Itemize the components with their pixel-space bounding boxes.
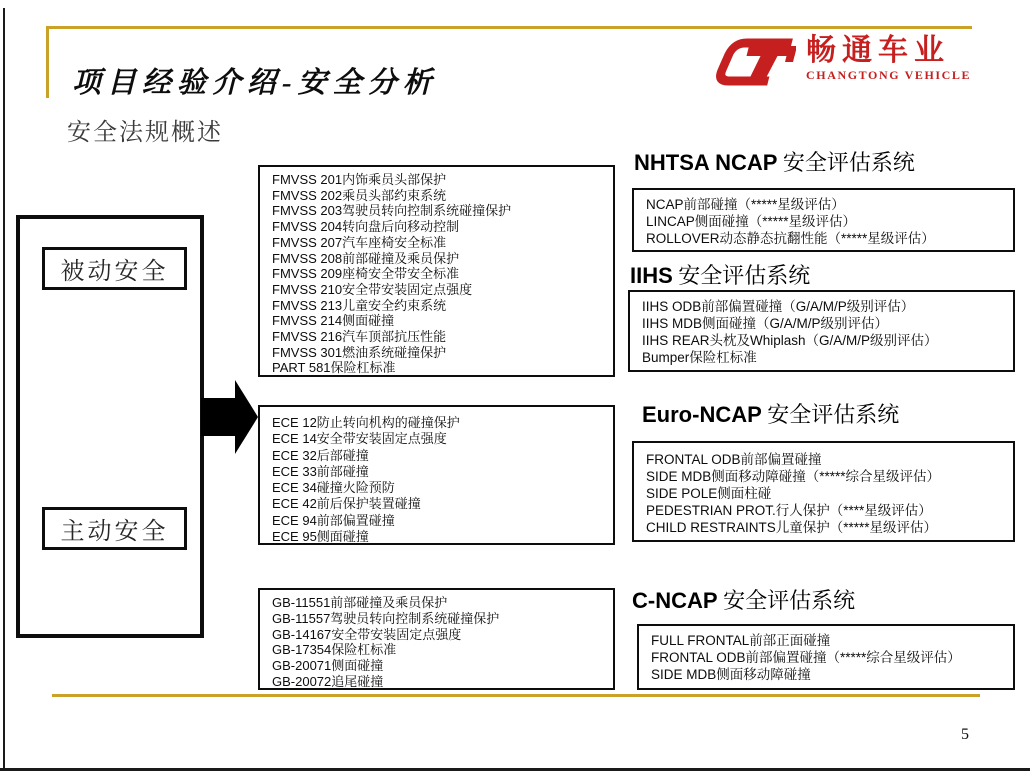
list-item: GB-20071侧面碰撞	[272, 658, 384, 674]
list-item: FMVSS 301燃油系统碰撞保护	[272, 344, 447, 360]
list-item: ECE 94前部偏置碰撞	[272, 512, 395, 528]
list-item: LINCAP侧面碰撞（*****星级评估）	[646, 214, 857, 229]
list-item: GB-11557驾驶员转向控制系统碰撞保护	[272, 610, 500, 626]
list-item: FMVSS 209座椅安全带安全标准	[272, 266, 460, 282]
c-ncap-heading-en: C-NCAP	[632, 588, 718, 613]
list-item: FRONTAL ODB前部偏置碰撞	[646, 452, 822, 467]
list-item: GB-14167安全带安装固定点强度	[272, 626, 462, 642]
fmvss-regulation-list	[258, 165, 615, 377]
iihs-heading-cn: 安全评估系统	[672, 263, 811, 288]
iihs-list	[628, 290, 1015, 372]
company-logo	[708, 34, 971, 95]
list-item: GB-17354保险杠标准	[272, 642, 397, 658]
list-item: GB-11551前部碰撞及乘员保护	[272, 595, 448, 610]
list-item: ROLLOVER动态静态抗翻性能（*****星级评估）	[646, 231, 935, 246]
euro-ncap-heading-en: Euro-NCAP	[642, 402, 762, 427]
active-safety-label: 主动安全	[60, 519, 169, 545]
page-number: 5	[961, 726, 969, 743]
list-item: SIDE MDB侧面移动障碰撞	[651, 667, 811, 682]
euro-ncap-list	[632, 441, 1015, 542]
list-item: PART 581保险杠标准	[272, 360, 396, 376]
list-item: FMVSS 214侧面碰撞	[272, 313, 395, 329]
accent-line-top	[46, 26, 972, 29]
iihs-heading-en: IIHS	[630, 263, 673, 288]
ece-regulation-list	[258, 405, 615, 545]
c-ncap-heading	[632, 584, 855, 615]
c-ncap-list	[637, 624, 1015, 690]
list-item: SIDE POLE侧面柱碰	[646, 486, 772, 501]
list-item: FMVSS 216汽车顶部抗压性能	[272, 329, 447, 345]
list-item: SIDE MDB侧面移动障碰撞（*****综合星级评估）	[646, 469, 941, 484]
list-item: ECE 32后部碰撞	[272, 447, 369, 463]
list-item: FMVSS 202乘员头部约束系统	[272, 187, 447, 203]
list-item: ECE 95侧面碰撞	[272, 529, 369, 545]
passive-safety-box	[42, 247, 187, 290]
nhtsa-ncap-heading-cn: 安全评估系统	[777, 150, 915, 175]
accent-line-top-corner	[46, 26, 49, 98]
list-item: IIHS REAR头枕及Whiplash（G/A/M/P级别评估）	[642, 333, 938, 348]
iihs-heading	[630, 259, 810, 290]
list-item: ECE 42前后保护装置碰撞	[272, 496, 421, 512]
list-item: ECE 33前部碰撞	[272, 463, 369, 479]
ct-monogram-icon	[708, 34, 796, 95]
nhtsa-ncap-heading-en: NHTSA NCAP	[634, 150, 778, 175]
passive-safety-label: 被动安全	[60, 259, 169, 285]
list-item: ECE 34碰撞火险预防	[272, 480, 395, 496]
logo-company-name-en: CHANGTONG VEHICLE	[806, 68, 972, 82]
list-item: ECE 12防止转向机构的碰撞保护	[272, 415, 460, 430]
euro-ncap-heading	[642, 398, 899, 429]
page-border-bottom	[0, 768, 1030, 771]
list-item: GB-20072追尾碰撞	[272, 673, 384, 689]
logo-company-name-cn: 畅通车业	[806, 34, 950, 67]
page-subtitle: 安全法规概述	[67, 120, 223, 146]
list-item: IIHS ODB前部偏置碰撞（G/A/M/P级别评估）	[642, 299, 915, 314]
active-safety-box	[42, 507, 187, 550]
list-item: FMVSS 208前部碰撞及乘员保护	[272, 250, 460, 266]
list-item: IIHS MDB侧面碰撞（G/A/M/P级别评估）	[642, 316, 889, 331]
right-arrow-icon	[235, 380, 258, 454]
list-item: NCAP前部碰撞（*****星级评估）	[646, 197, 845, 212]
accent-line-bottom	[52, 694, 980, 697]
c-ncap-heading-cn: 安全评估系统	[717, 588, 856, 613]
page-title: 项目经验介绍-安全分析	[72, 67, 438, 99]
right-arrow-icon	[201, 398, 235, 436]
list-item: FMVSS 207汽车座椅安全标准	[272, 234, 447, 250]
list-item: FMVSS 204转向盘后向移动控制	[272, 219, 460, 235]
page-border-left	[3, 8, 5, 771]
list-item: FMVSS 203驾驶员转向控制系统碰撞保护	[272, 203, 512, 219]
list-item: CHILD RESTRAINTS儿童保护（*****星级评估）	[646, 520, 938, 535]
list-item: FRONTAL ODB前部偏置碰撞（*****综合星级评估）	[651, 650, 961, 665]
list-item: FMVSS 201内饰乘员头部保护	[272, 172, 447, 187]
list-item: FMVSS 213儿童安全约束系统	[272, 297, 447, 313]
list-item: PEDESTRIAN PROT.行人保护（****星级评估）	[646, 503, 932, 518]
list-item: FULL FRONTAL前部正面碰撞	[651, 633, 831, 648]
list-item: ECE 14安全带安装固定点强度	[272, 431, 447, 447]
nhtsa-ncap-list	[632, 188, 1015, 252]
euro-ncap-heading-cn: 安全评估系统	[761, 402, 900, 427]
gb-regulation-list	[258, 588, 615, 690]
list-item: FMVSS 210安全带安装固定点强度	[272, 281, 473, 297]
list-item: Bumper保险杠标准	[642, 350, 757, 365]
nhtsa-ncap-heading	[634, 146, 915, 177]
